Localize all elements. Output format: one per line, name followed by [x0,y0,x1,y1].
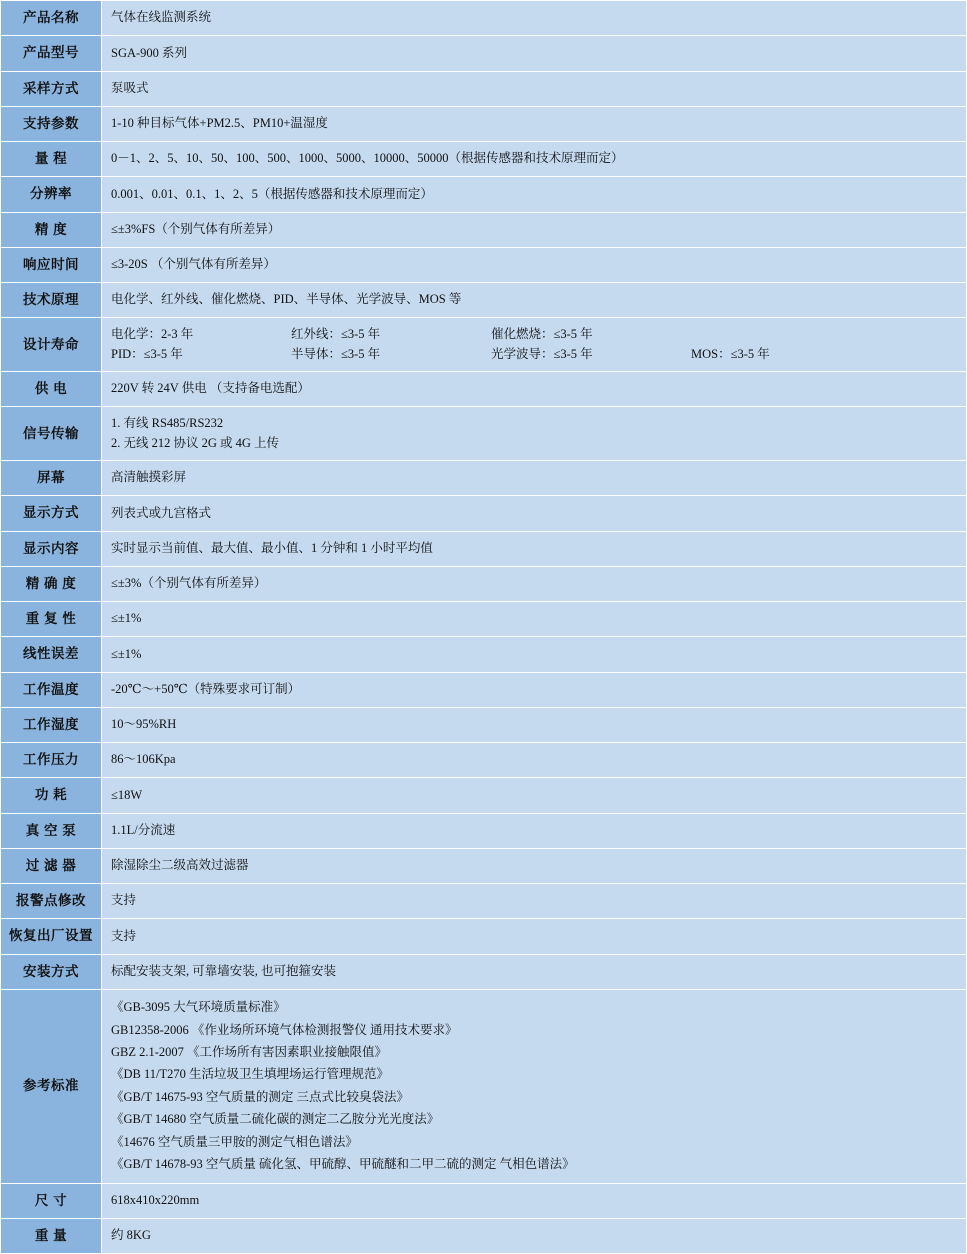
table-row [1,848,967,883]
spec-label: 分辨率 [1,177,102,212]
table-row [1,212,967,247]
table-row [1,884,967,919]
spec-label: 线性误差 [1,637,102,672]
spec-value: -20℃～+50℃（特殊要求可订制） [102,672,967,707]
standard-line: 《GB/T 14680 空气质量二硫化碳的测定二乙胺分光光度法》 [111,1112,440,1127]
spec-label: 响应时间 [1,247,102,282]
spec-label: 重 量 [1,1219,102,1254]
spec-label: 精 确 度 [1,566,102,601]
spec-label: 安装方式 [1,954,102,989]
spec-label: 真 空 泵 [1,813,102,848]
spec-value: 实时显示当前值、最大值、最小值、1 分钟和 1 小时平均值 [102,531,967,566]
spec-value: 支持 [102,884,967,919]
table-row [1,989,967,1183]
standard-line: 《GB/T 14675-93 空气质量的测定 三点式比较臭袋法》 [111,1089,410,1104]
table-row [1,743,967,778]
table-row [1,602,967,637]
table-row [1,566,967,601]
standard-line: 《14676 空气质量三甲胺的测定气相色谱法》 [111,1134,358,1149]
spec-value: 标配安装支架, 可靠墙安装, 也可抱箍安装 [102,954,967,989]
spec-label: 供 电 [1,372,102,407]
spec-value [102,407,967,461]
table-row [1,407,967,461]
spec-label: 显示方式 [1,496,102,531]
lifespan-cell: 催化燃烧：≤3-5 年 [491,327,593,342]
spec-label: 技术原理 [1,283,102,318]
table-row [1,461,967,496]
table-row [1,954,967,989]
spec-label: 量 程 [1,142,102,177]
spec-value: ≤±1% [102,637,967,672]
spec-value: 618x410x220mm [102,1183,967,1218]
spec-value: 列表式或九宫格式 [102,496,967,531]
table-row [1,919,967,954]
spec-label: 采样方式 [1,71,102,106]
spec-label: 参考标准 [1,989,102,1183]
spec-value: 220V 转 24V 供电 （支持备电选配） [102,372,967,407]
spec-label: 恢复出厂设置 [1,919,102,954]
table-row [1,71,967,106]
spec-value-line: 1. 有线 RS485/RS232 [111,416,224,431]
spec-value: ≤±1% [102,602,967,637]
lifespan-cell: MOS：≤3-5 年 [691,346,770,361]
lifespan-cell: 电化学：2-3 年 [111,327,194,342]
spec-value: 除湿除尘二级高效过滤器 [102,848,967,883]
spec-value: 泵吸式 [102,71,967,106]
spec-value: 气体在线监测系统 [102,1,967,36]
spec-label: 显示内容 [1,531,102,566]
lifespan-cell: 光学波导：≤3-5 年 [491,346,593,361]
spec-label: 功 耗 [1,778,102,813]
table-row [1,1,967,36]
spec-value: SGA-900 系列 [102,36,967,71]
lifespan-cell: 半导体：≤3-5 年 [291,346,381,361]
spec-value: 10～95%RH [102,707,967,742]
spec-value: 1.1L/分流速 [102,813,967,848]
spec-value: 86～106Kpa [102,743,967,778]
spec-value [102,318,967,372]
standard-line: 《GB/T 14678-93 空气质量 硫化氢、甲硫醇、甲硫醚和二甲二硫的测定 气相色谱法》 [111,1156,575,1171]
spec-table-body [1,1,967,1254]
spec-value: 电化学、红外线、催化燃烧、PID、半导体、光学波导、MOS 等 [102,283,967,318]
table-row [1,672,967,707]
table-row [1,707,967,742]
table-row [1,36,967,71]
spec-value: 0.001、0.01、0.1、1、2、5（根据传感器和技术原理而定） [102,177,967,212]
table-row [1,1219,967,1254]
standard-line: GB12358-2006 《作业场所环境气体检测报警仪 通用技术要求》 [111,1022,458,1037]
lifespan-row [111,325,957,344]
spec-label: 工作压力 [1,743,102,778]
standard-line: 《GB-3095 大气环境质量标准》 [111,1000,286,1015]
standard-line: GBZ 2.1-2007 《工作场所有害因素职业接触限值》 [111,1045,388,1059]
spec-label: 工作湿度 [1,707,102,742]
table-row [1,778,967,813]
table-row [1,283,967,318]
spec-label: 精 度 [1,212,102,247]
standard-line: 《DB 11/T270 生活垃圾卫生填埋场运行管理规范》 [111,1067,390,1082]
table-row [1,142,967,177]
spec-label: 支持参数 [1,106,102,141]
table-row [1,496,967,531]
table-row [1,177,967,212]
table-row [1,318,967,372]
lifespan-cell: 红外线：≤3-5 年 [291,327,381,342]
spec-value [102,989,967,1183]
spec-label: 设计寿命 [1,318,102,372]
spec-value: 约 8KG [102,1219,967,1254]
table-row [1,531,967,566]
table-row [1,372,967,407]
spec-value: ≤±3%（个别气体有所差异） [102,566,967,601]
lifespan-row [111,345,957,364]
spec-value: 0－1、2、5、10、50、100、500、1000、5000、10000、50000（根据传感器和技术原理而定） [102,142,967,177]
table-row [1,247,967,282]
spec-label: 尺 寸 [1,1183,102,1218]
table-row [1,106,967,141]
spec-label: 产品名称 [1,1,102,36]
spec-value: ≤±3%FS（个别气体有所差异） [102,212,967,247]
spec-value-line: 2. 无线 212 协议 2G 或 4G 上传 [111,435,280,450]
table-row [1,813,967,848]
spec-label: 屏幕 [1,461,102,496]
spec-label: 信号传输 [1,407,102,461]
spec-label: 工作温度 [1,672,102,707]
spec-value: 1-10 种目标气体+PM2.5、PM10+温湿度 [102,106,967,141]
table-row [1,1183,967,1218]
spec-value: 高清触摸彩屏 [102,461,967,496]
spec-label: 产品型号 [1,36,102,71]
spec-label: 报警点修改 [1,884,102,919]
spec-label: 重 复 性 [1,602,102,637]
table-row [1,637,967,672]
spec-value: ≤3-20S （个别气体有所差异） [102,247,967,282]
lifespan-grid [111,325,957,364]
spec-value: 支持 [102,919,967,954]
spec-value: ≤18W [102,778,967,813]
lifespan-cell: PID：≤3-5 年 [111,346,183,361]
spec-label: 过 滤 器 [1,848,102,883]
